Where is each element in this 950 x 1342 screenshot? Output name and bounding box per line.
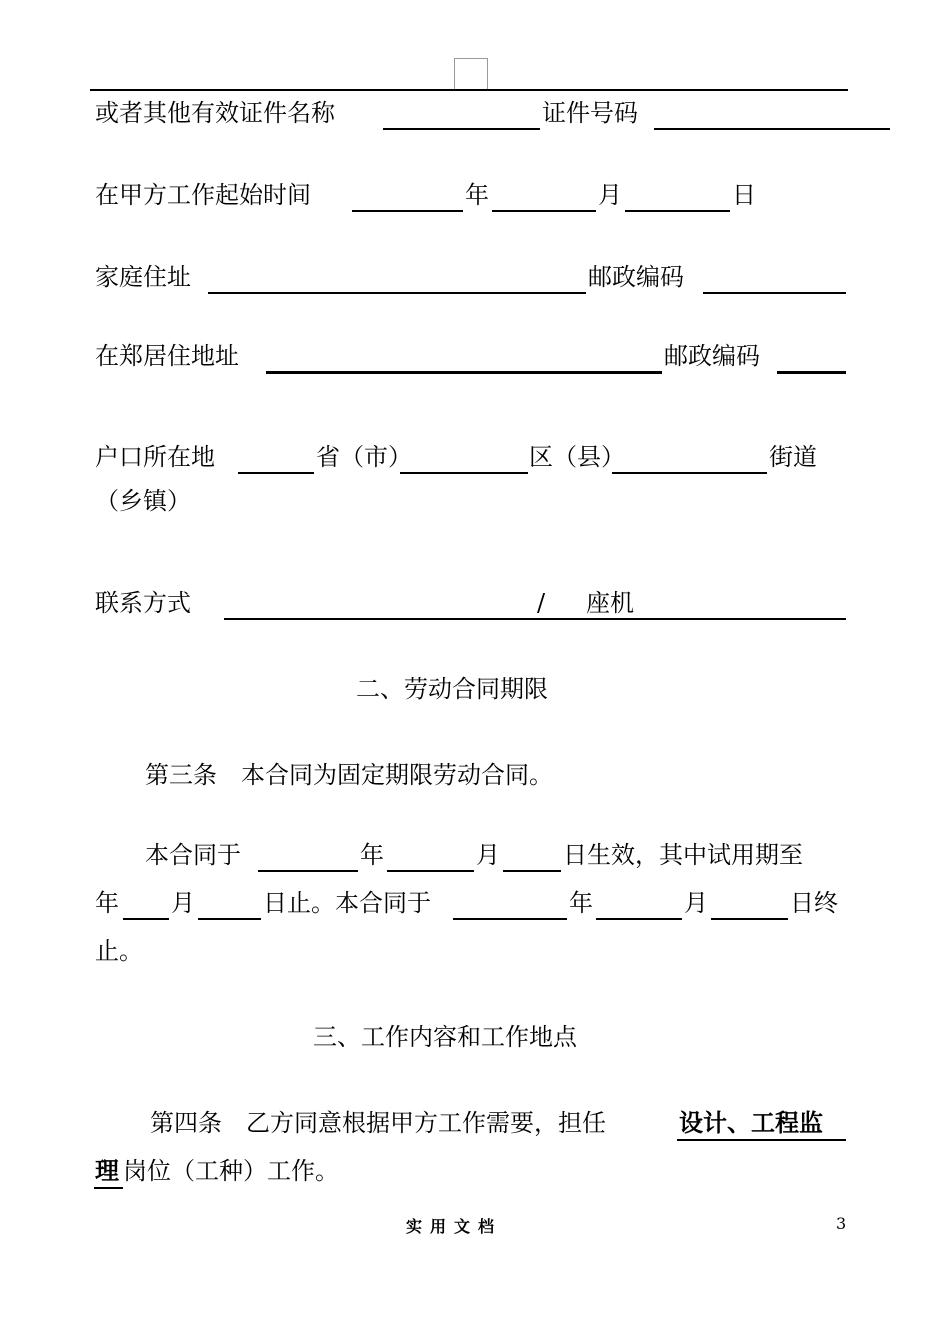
id-name-label: 或者其他有效证件名称 (95, 99, 335, 127)
position-tail-text: 岗位（工种）工作。 (123, 1157, 339, 1185)
position-text-line1: 设计、工程监 (679, 1108, 823, 1137)
start-time-label: 在甲方工作起始时间 (95, 181, 311, 209)
hukou-province-blank[interactable] (238, 472, 314, 474)
landline-label: 座机 (586, 589, 634, 617)
id-name-blank[interactable] (383, 128, 540, 130)
hukou-label: 户口所在地 (95, 443, 215, 471)
contact-blank[interactable] (224, 618, 846, 620)
id-number-label: 证件号码 (542, 99, 638, 127)
home-postcode-label: 邮政编码 (588, 263, 684, 291)
end-month-blank[interactable] (596, 918, 682, 920)
start-day-blank[interactable] (625, 210, 730, 212)
trial-day-blank[interactable] (198, 918, 261, 920)
end-tail-text: 止。 (95, 937, 143, 965)
article3-text: 第三条 本合同为固定期限劳动合同。 (145, 761, 553, 789)
end-year-text: 年 (569, 889, 593, 917)
contact-slash: / (537, 589, 546, 617)
hukou-district-text: 区（县） (529, 443, 625, 471)
start-day-text: 日 (732, 181, 756, 209)
zz-postcode-blank[interactable] (777, 371, 846, 374)
effective-month-blank[interactable] (387, 870, 474, 872)
trial-month-blank[interactable] (123, 918, 169, 920)
home-postcode-blank[interactable] (703, 292, 846, 294)
home-address-label: 家庭住址 (95, 263, 191, 291)
hukou-street-blank[interactable] (612, 472, 767, 474)
start-month-blank[interactable] (492, 210, 596, 212)
header-tab-box (454, 58, 488, 89)
effective-text-b: 日生效，其中试用期至 (563, 841, 803, 869)
position-blank-line1[interactable] (677, 1139, 846, 1141)
hukou-district-blank[interactable] (400, 472, 528, 474)
header-rule (90, 89, 848, 91)
hukou-township-text: （乡镇） (95, 487, 191, 515)
effective-month-text: 月 (476, 841, 500, 869)
contact-label: 联系方式 (95, 589, 191, 617)
end-year-blank[interactable] (453, 918, 567, 920)
trial-month-text: 月 (171, 889, 195, 917)
position-blank-line2[interactable] (94, 1187, 123, 1189)
effective-year-blank[interactable] (258, 870, 358, 872)
effective-text-a: 本合同于 (145, 841, 241, 869)
section3-heading: 三、工作内容和工作地点 (313, 1023, 577, 1051)
end-day-blank[interactable] (711, 918, 788, 920)
effective-year-text: 年 (360, 841, 384, 869)
id-number-blank[interactable] (654, 128, 890, 130)
end-month-text: 月 (684, 889, 708, 917)
end-day-text: 日终 (790, 889, 838, 917)
hukou-street-text: 街道 (769, 443, 817, 471)
zz-address-label: 在郑居住地址 (95, 342, 239, 370)
section2-heading: 二、劳动合同期限 (356, 675, 548, 703)
start-year-text: 年 (465, 181, 489, 209)
trial-end-text: 日止。本合同于 (263, 889, 431, 917)
start-year-blank[interactable] (352, 210, 463, 212)
effective-day-blank[interactable] (503, 870, 561, 872)
zz-postcode-label: 邮政编码 (664, 342, 760, 370)
home-address-blank[interactable] (208, 292, 586, 294)
page-number: 3 (836, 1214, 847, 1233)
zz-address-blank[interactable] (266, 371, 662, 374)
footer-label: 实用文档 (406, 1217, 503, 1236)
article4-text: 第四条 乙方同意根据甲方工作需要，担任 (150, 1109, 606, 1137)
position-text-line2: 理 (95, 1156, 119, 1185)
start-month-text: 月 (598, 181, 622, 209)
trial-year-text: 年 (95, 889, 119, 917)
hukou-province-text: 省（市） (316, 443, 412, 471)
